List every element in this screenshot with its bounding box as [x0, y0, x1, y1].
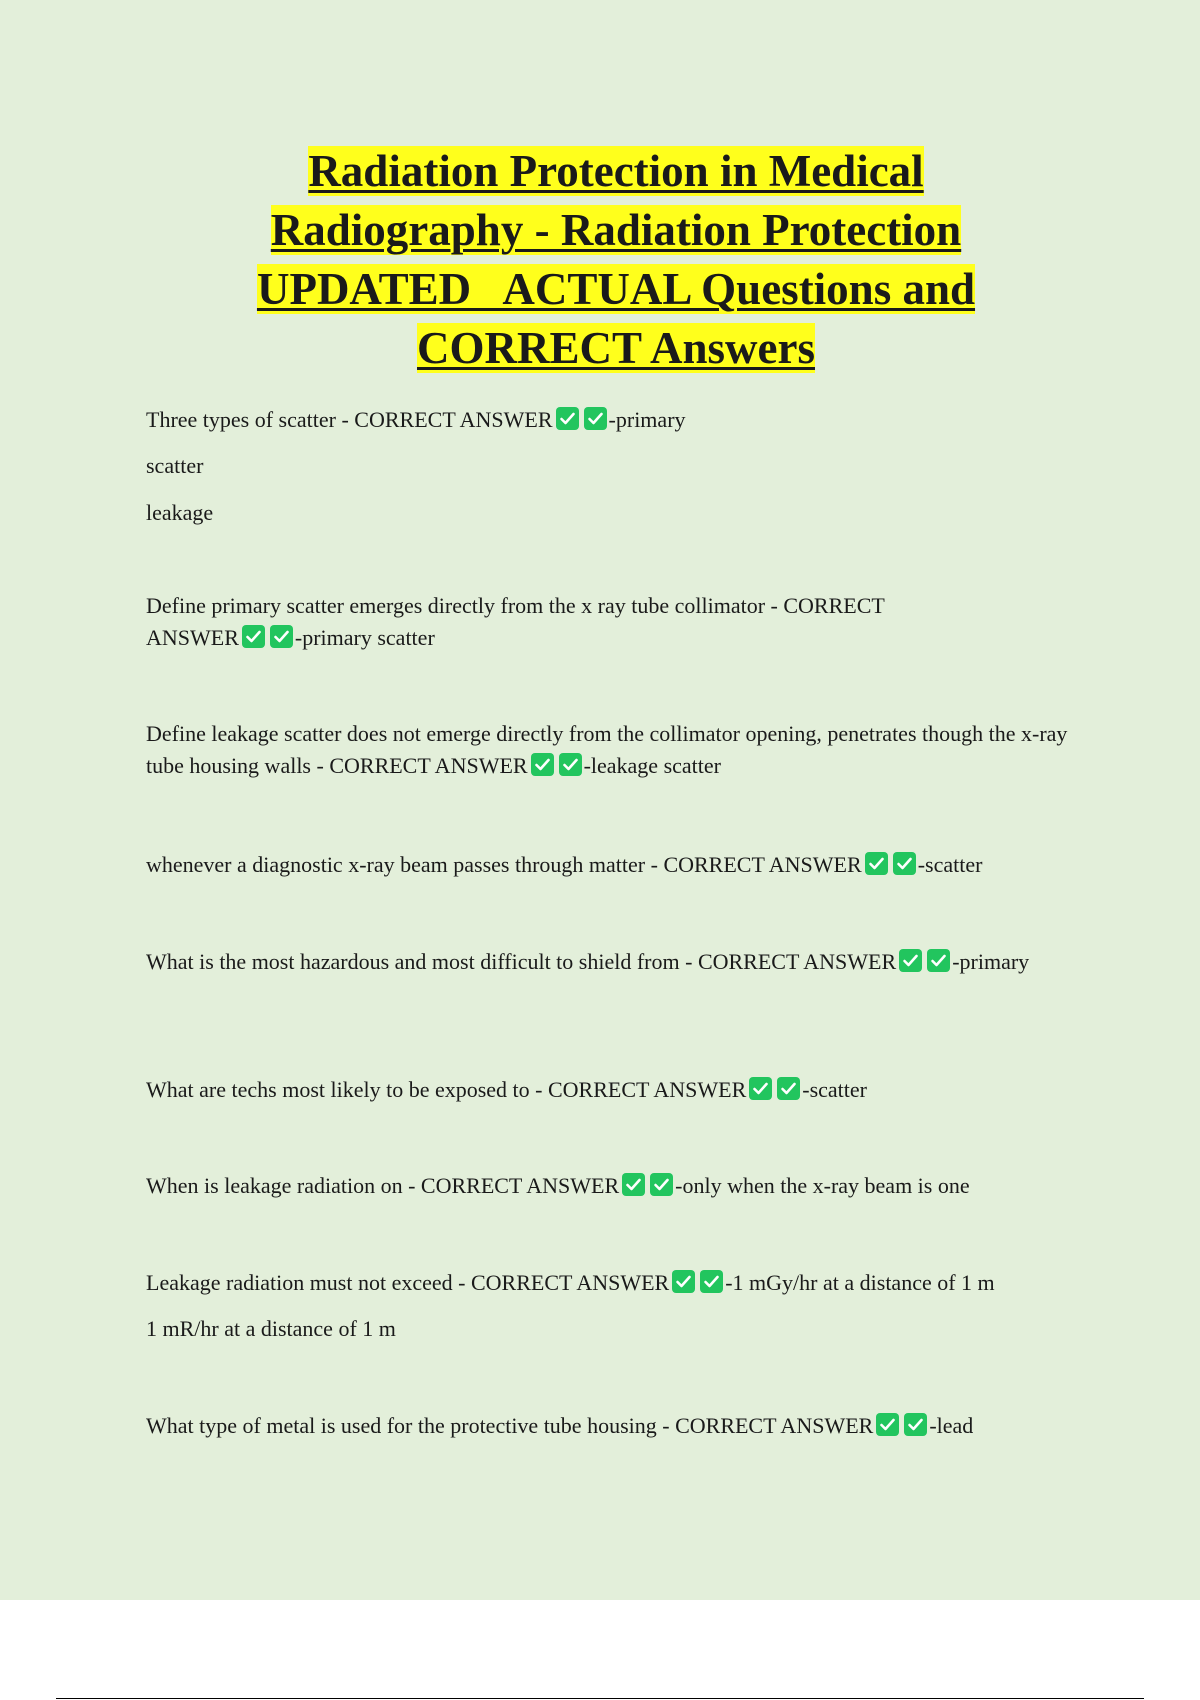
qa-item: [146, 1074, 1096, 1106]
green-check-box-icon: [749, 1077, 772, 1100]
answer-extra-line: leakage: [146, 500, 214, 525]
correct-answer-label: CORRECT ANSWER: [697, 949, 897, 974]
green-check-box-icon: [556, 407, 579, 430]
question-text: Three types of scatter -: [146, 407, 355, 432]
qa-item: [146, 590, 976, 654]
correct-answer-label: CORRECT ANSWER: [663, 852, 862, 877]
question-text: Define primary scatter emerges directly from the x ray tube collimator -: [146, 593, 784, 618]
green-check-box-icon: [584, 407, 607, 430]
question-text: whenever a diagnostic x-ray beam passes through matter -: [146, 852, 664, 877]
green-check-box-icon: [927, 949, 950, 972]
answer-text: -primary: [608, 407, 686, 432]
answer-text: -scatter: [917, 852, 983, 877]
answer-text: -primary: [952, 949, 1030, 974]
green-check-box-icon: [865, 852, 888, 875]
page-divider: [56, 1698, 1144, 1699]
answer-text: -leakage scatter: [583, 753, 721, 778]
green-check-box-icon: [559, 753, 582, 776]
correct-answer-label: CORRECT ANSWER: [146, 593, 885, 650]
green-check-box-icon: [876, 1413, 899, 1436]
green-check-box-icon: [893, 852, 916, 875]
question-text: Define leakage scatter does not emerge directly from the collimator opening, penetrates though the x-ray tube housing walls -: [146, 721, 1068, 778]
answer-text: -1 mGy/hr at a distance of 1 m: [725, 1270, 995, 1295]
qa-item: [146, 1410, 1096, 1442]
green-check-box-icon: [672, 1270, 695, 1293]
answer-extra-line: 1 mR/hr at a distance of 1 m: [146, 1316, 396, 1341]
correct-answer-label: CORRECT ANSWER: [548, 1077, 747, 1102]
green-check-box-icon: [650, 1173, 673, 1196]
answer-extra-line: scatter: [146, 453, 204, 478]
green-check-box-icon: [777, 1077, 800, 1100]
green-check-box-icon: [700, 1270, 723, 1293]
qa-item: [146, 404, 1096, 436]
qa-item: [146, 1170, 1096, 1202]
correct-answer-label: CORRECT ANSWER: [470, 1270, 670, 1295]
green-check-box-icon: [622, 1173, 645, 1196]
green-check-box-icon: [899, 949, 922, 972]
question-text: What are techs most likely to be exposed to -: [146, 1077, 548, 1102]
question-text: When is leakage radiation on -: [146, 1173, 421, 1198]
question-text: What is the most hazardous and most difficult to shield from -: [146, 949, 698, 974]
correct-answer-label: CORRECT ANSWER: [329, 753, 528, 778]
correct-answer-label: CORRECT ANSWER: [354, 407, 553, 432]
document-title: [180, 142, 1052, 378]
qa-item: [146, 946, 1076, 978]
answer-text: -only when the x-ray beam is one: [675, 1173, 970, 1198]
green-check-box-icon: [904, 1413, 927, 1436]
title-line: CORRECT Answers: [417, 323, 815, 373]
correct-answer-label: CORRECT ANSWER: [420, 1173, 620, 1198]
green-check-box-icon: [270, 625, 293, 648]
green-check-box-icon: [531, 753, 554, 776]
green-check-box-icon: [242, 625, 265, 648]
correct-answer-label: CORRECT ANSWER: [675, 1413, 874, 1438]
answer-text: -primary scatter: [294, 625, 435, 650]
qa-item: [146, 849, 1096, 881]
title-line: UPDATED ACTUAL Questions and: [256, 264, 976, 314]
qa-item: [146, 718, 1096, 782]
question-text: Leakage radiation must not exceed -: [146, 1270, 471, 1295]
answer-text: -lead: [929, 1413, 974, 1438]
question-text: What type of metal is used for the protective tube housing -: [146, 1413, 676, 1438]
qa-item: [146, 1267, 1146, 1299]
answer-text: -scatter: [802, 1077, 867, 1102]
title-line: Radiography - Radiation Protection: [270, 205, 962, 255]
title-line: Radiation Protection in Medical: [308, 146, 924, 196]
